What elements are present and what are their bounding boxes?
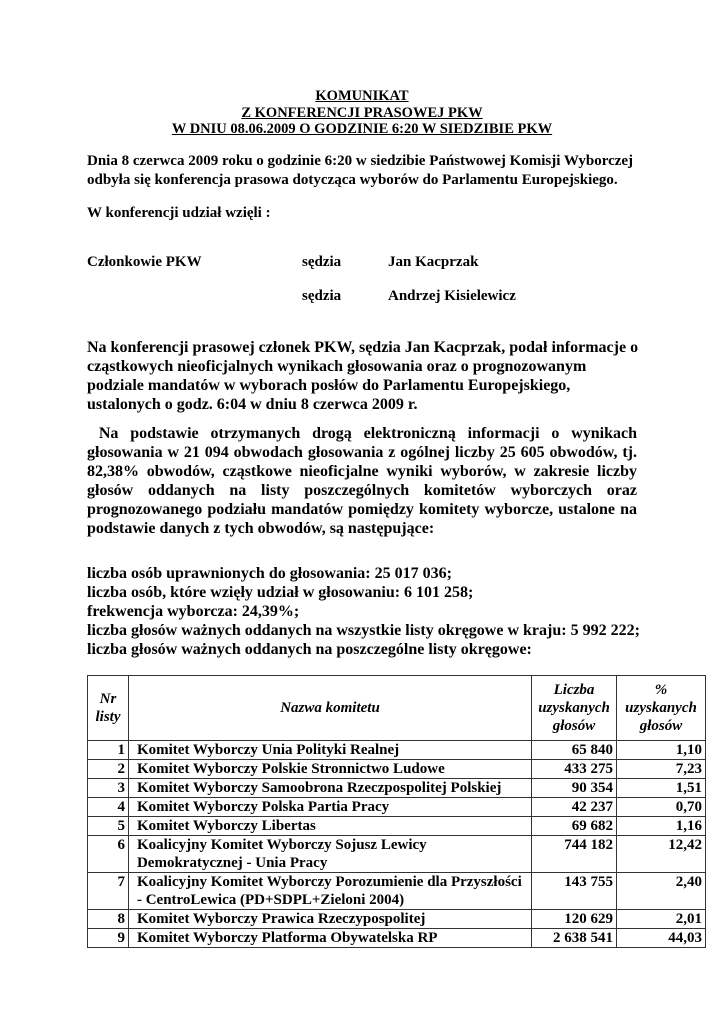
text-line: podstawie danych z tych obwodów, są następujące: [87,520,435,537]
member-name: Andrzej Kisielewicz [388,288,516,304]
member-role: sędzia [302,288,342,304]
votes-count: 120 629 [532,910,617,929]
text-line: głosowania w 21 094 obwodach głosowania z ogólnej liczby 25 605 obwodów, tj. [87,444,637,461]
votes-count: 90 354 [532,779,617,798]
row-number: 8 [88,910,129,929]
text-line: prognozowanego podziału mandatów pomiędzy komitety wyborcze, ustalone na [87,501,637,518]
row-number: 7 [88,873,129,910]
text-line: Dnia 8 czerwca 2009 roku o godzinie 6:20 w siedzibie Państwowej Komisji Wyborczej [87,153,634,169]
row-number: 1 [88,741,129,760]
votes-count: 2 638 541 [532,929,617,948]
votes-percent: 44,03 [617,929,706,948]
votes-count: 744 182 [532,836,617,873]
committee-name: Komitet Wyborczy Unia Polityki Realnej [128,741,531,760]
member-role: sędzia [302,254,342,270]
text-line: cząstkowych nieoficjalnych wynikach głosowania oraz o prognozowanym [87,358,587,375]
votes-count: 143 755 [532,873,617,910]
member-name: Jan Kacprzak [388,254,479,270]
row-number: 2 [88,760,129,779]
votes-percent: 7,23 [617,760,706,779]
row-number: 6 [88,836,129,873]
table-header-row [88,676,706,741]
text-line: ustalonych o godz. 6:04 w dniu 8 czerwca 2009 r. [87,396,418,413]
stat-line: liczba osób, które wzięły udział w głosowaniu: 6 101 258; [87,584,474,601]
text-line: Na konferencji prasowej członek PKW, sędzia Jan Kacprzak, podał informacje o [87,339,639,356]
text-line: Na podstawie otrzymanych drogą elektroniczną informacji o wynikach [87,425,637,442]
header-nr: Nr listy [88,676,129,741]
table-row [88,760,706,779]
document-title [0,88,724,138]
table-row [88,929,706,948]
table-row [88,741,706,760]
title-line: Z KONFERENCJI PRASOWEJ PKW [241,104,483,121]
results-table [87,675,706,948]
votes-count: 69 682 [532,817,617,836]
votes-percent: 12,42 [617,836,706,873]
header-name: Nazwa komitetu [128,676,531,741]
text-line: podziale mandatów w wyborach posłów do Parlamentu Europejskiego, [87,377,571,394]
table-row [88,817,706,836]
statistics-list [87,564,687,659]
committee-name: Komitet Wyborczy Samoobrona Rzeczpospolitej Polskiej [128,779,531,798]
committee-name: Komitet Wyborczy Platforma Obywatelska RP [128,929,531,948]
votes-percent: 0,70 [617,798,706,817]
table-row [88,836,706,873]
table-row [88,910,706,929]
row-number: 4 [88,798,129,817]
votes-count: 433 275 [532,760,617,779]
title-line: W DNIU 08.06.2009 O GODZINIE 6:20 W SIEDZIBIE PKW [171,121,553,137]
results-paragraph [87,424,637,538]
votes-percent: 1,16 [617,817,706,836]
stat-line: liczba głosów ważnych oddanych na wszystkie listy okręgowe w kraju: 5 992 222; [87,622,640,639]
row-number: 3 [88,779,129,798]
votes-count: 65 840 [532,741,617,760]
votes-percent: 1,51 [617,779,706,798]
table-row [88,873,706,910]
committee-name: Komitet Wyborczy Polska Partia Pracy [128,798,531,817]
committee-name: Komitet Wyborczy Libertas [128,817,531,836]
committee-name: Koalicyjny Komitet Wyborczy Sojusz Lewicy Demokratycznej - Unia Pracy [128,836,531,873]
votes-count: 42 237 [532,798,617,817]
committee-name: Komitet Wyborczy Polskie Stronnictwo Ludowe [128,760,531,779]
votes-percent: 2,01 [617,910,706,929]
intro-paragraph [87,152,647,190]
text-line: 82,38% obwodów, cząstkowe nieoficjalne wyniki wyborów, w zakresie liczby [87,463,637,480]
participants-heading: W konferencji udział wzięli : [87,205,271,221]
stat-line: liczba głosów ważnych oddanych na poszczególne listy okręgowe: [87,641,532,658]
text-line: głosów oddanych na listy poszczególnych komitetów wyborczych oraz [87,482,637,499]
row-number: 9 [88,929,129,948]
header-percent: % uzyskanych głosów [617,676,706,741]
stat-line: liczba osób uprawnionych do głosowania: 25 017 036; [87,565,452,582]
table-row [88,779,706,798]
text-line: odbyła się konferencja prasowa dotycząca wyborów do Parlamentu Europejskiego. [87,172,618,188]
conference-paragraph [87,338,647,414]
votes-percent: 1,10 [617,741,706,760]
committee-name: Komitet Wyborczy Prawica Rzeczypospolitej [128,910,531,929]
committee-name: Koalicyjny Komitet Wyborczy Porozumienie dla Przyszłości - CentroLewica (PD+SDPL+Zieloni 2004) [128,873,531,910]
votes-percent: 2,40 [617,873,706,910]
members-label: Członkowie PKW [87,254,202,270]
header-votes: Liczba uzyskanych głosów [532,676,617,741]
title-line: KOMUNIKAT [315,88,409,104]
stat-line: frekwencja wyborcza: 24,39%; [87,603,300,620]
row-number: 5 [88,817,129,836]
table-row [88,798,706,817]
